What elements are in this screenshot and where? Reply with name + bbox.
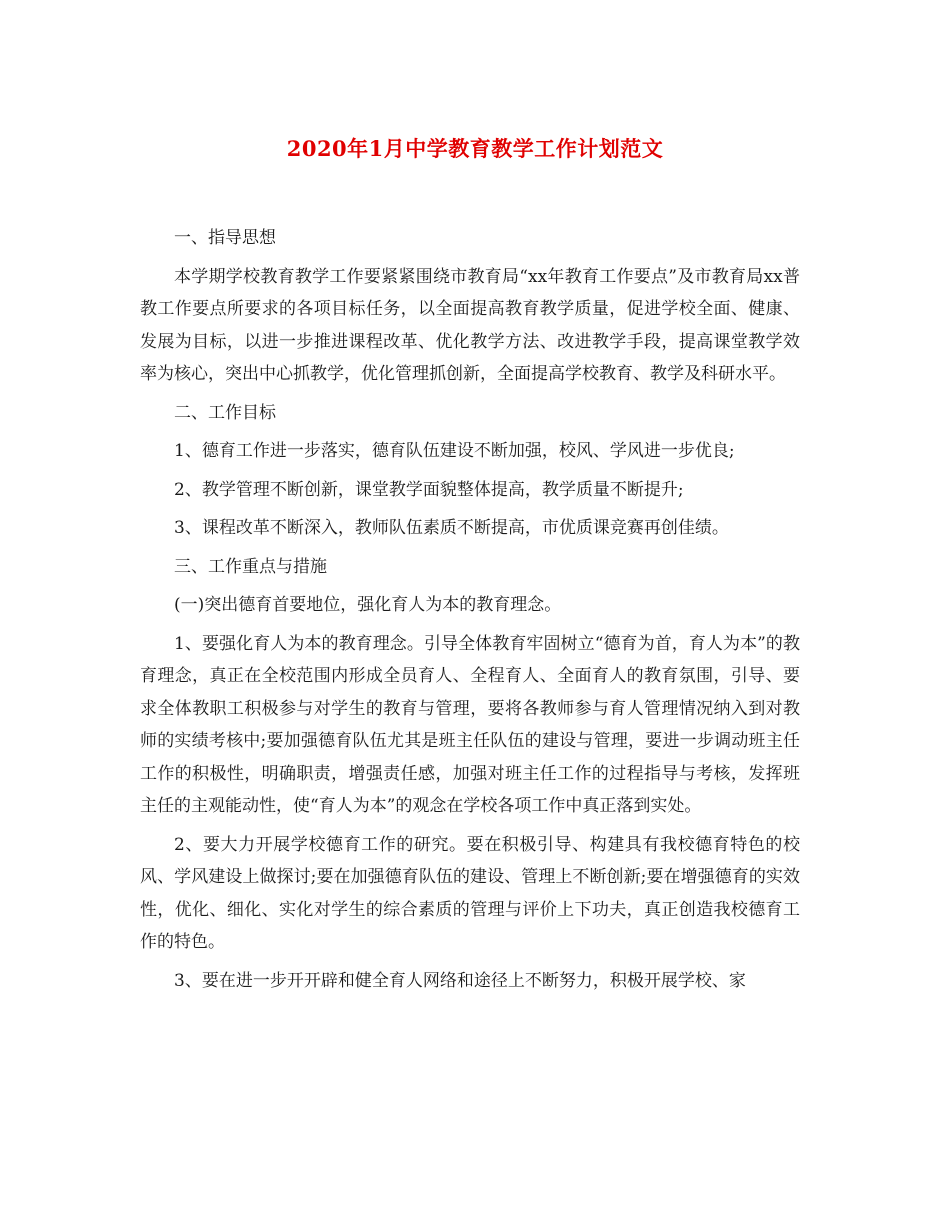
- paragraph: 1、要强化育人为本的教育理念。引导全体教育牢固树立“德育为首，育人为本”的教育理念，真正在全校范围内形成全员育人、全程育人、全面育人的教育氛围，引导、要求全体教职工积极参与对学生的教育与管理，要将各教师参与育人管理情况纳入到对教师的实绩考核中;要加强德育队伍尤其是班主任队伍的建设与管理，要进一步调动班主任工作的积极性，明确职责，增强责任感，加强对班主任工作的过程指导与考核，发挥班主任的主观能动性，使“育人为本”的观念在学校各项工作中真正落到实处。: [140, 633, 800, 816]
- subsection-heading: (一)突出德育首要地位，强化育人为本的教育理念。: [174, 595, 562, 615]
- section-heading-work-goals: 二、工作目标: [174, 402, 276, 423]
- document-title: 2020年1月中学教育教学工作计划范文: [286, 136, 664, 161]
- document-body: [140, 222, 800, 1003]
- section-heading-key-measures: 三、工作重点与措施: [174, 556, 327, 577]
- paragraph: 本学期学校教育教学工作要紧紧围绕市教育局“xx年教育工作要点”及市教育局xx普教工作要点所要求的各项目标任务，以全面提高教育教学质量，促进学校全面、健康、发展为目标，以进一步推进课程改革、优化教学方法、改进教学手段，提高课堂教学效率为核心，突出中心抓教学，优化管理抓创新，全面提高学校教育、教学及科研水平。: [140, 266, 800, 384]
- paragraph: 2、要大力开展学校德育工作的研究。要在积极引导、构建具有我校德育特色的校风、学风建设上做探讨;要在加强德育队伍的建设、管理上不断创新;要在增强德育的实效性，优化、细化、实化对学生的综合素质的管理与评价上下功夫，真正创造我校德育工作的特色。: [140, 834, 800, 952]
- goal-item: 1、德育工作进一步落实，德育队伍建设不断加强，校风、学风进一步优良;: [174, 441, 735, 461]
- section-heading-guiding-ideology: 一、指导思想: [174, 228, 276, 248]
- goal-item: 3、课程改革不断深入，教师队伍素质不断提高，市优质课竞赛再创佳绩。: [174, 518, 729, 538]
- goal-item: 2、教学管理不断创新，课堂教学面貌整体提高，教学质量不断提升;: [174, 479, 684, 500]
- paragraph: 3、要在进一步开开辟和健全育人网络和途径上不断努力，积极开展学校、家: [174, 970, 746, 991]
